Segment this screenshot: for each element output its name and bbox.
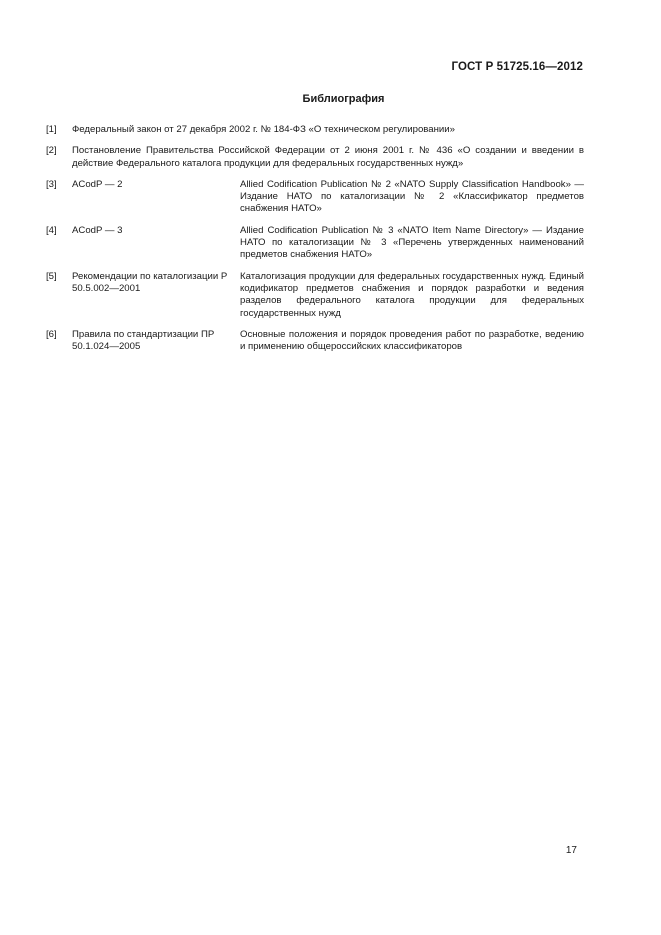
bibliography-entry — [46, 124, 584, 136]
entry-reference: Правила по стандартизации ПР 50.1.024—2005 — [72, 328, 215, 353]
page-title: Библиография — [302, 93, 385, 105]
bibliography-entry — [46, 271, 584, 320]
entry-reference: ACodP — 2 — [72, 178, 123, 190]
entry-number: [1] — [46, 124, 57, 135]
entry-number: [5] — [46, 270, 57, 282]
entry-number: [6] — [46, 328, 57, 340]
entry-reference: ACodP — 3 — [72, 224, 123, 236]
bibliography-list — [46, 124, 584, 362]
bibliography-entry — [46, 145, 584, 170]
entry-text: Федеральный закон от 27 декабря 2002 г. № 184-ФЗ «О техническом регулировании» — [72, 124, 455, 135]
entry-description: Allied Codification Publication № 2 «NATO Supply Classification Handbook» — Издание НАТО по каталогизации № 2 «Классификатор предметов снабжения НАТО» — [240, 178, 584, 215]
page-number: 17 — [565, 845, 577, 856]
bibliography-entry — [46, 179, 584, 216]
entry-number: [2] — [46, 145, 57, 157]
entry-description: Основные положения и порядок проведения работ по разработке, ведению и применению общероссийских классификаторов — [240, 328, 584, 353]
entry-number: [3] — [46, 178, 57, 190]
bibliography-entry — [46, 329, 584, 354]
entry-description: Allied Codification Publication № 3 «NATO Item Name Directory» — Издание НАТО по каталогизации № 3 «Перечень утвержденных наименований предметов снабжения НАТО» — [240, 224, 584, 261]
entry-description: Каталогизация продукции для федеральных государственных нужд. Единый кодификатор предметов снабжения и порядок разработки и ведения разделов федерального каталога продукции для федеральных государственных нужд — [240, 270, 584, 319]
entry-reference: Рекомендации по каталогизации Р 50.5.002—2001 — [72, 270, 228, 294]
document-code-header: ГОСТ Р 51725.16—2012 — [451, 61, 583, 73]
bibliography-entry — [46, 225, 584, 262]
entry-number: [4] — [46, 224, 57, 236]
entry-text: Постановление Правительства Российской Федерации от 2 июня 2001 г. № 436 «О создании и введении в действие Федерального каталога продукции для федеральных государственных нужд» — [72, 145, 584, 169]
